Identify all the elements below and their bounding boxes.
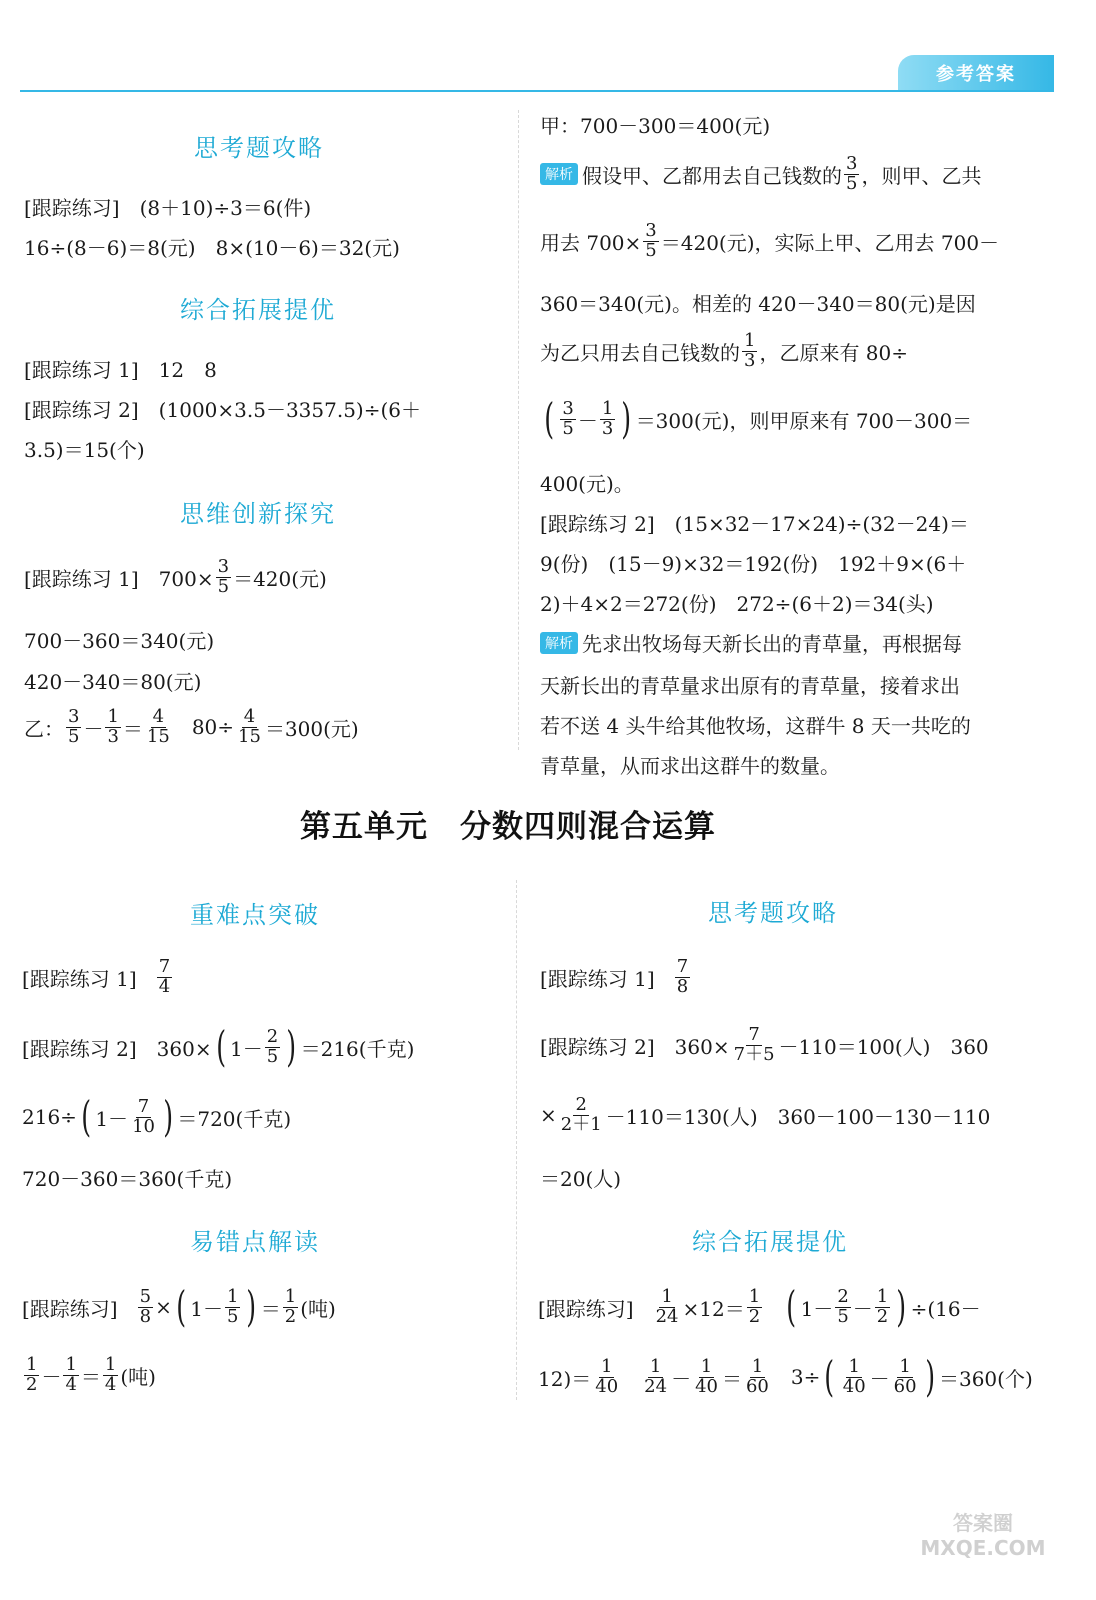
text: 1－ [230,1036,263,1061]
text: 12)＝ [538,1366,592,1391]
fraction: $\frac{3}{5}$ [217,556,230,597]
answer-line [540,155,981,194]
answer-line [538,1352,1033,1401]
answer-line [22,1022,415,1071]
answer-line: 420－340＝80(元) [24,670,202,694]
text: ＝420(元)，实际上甲、乙用去 700－ [660,230,1000,255]
text: [跟踪练习 1] [22,966,137,991]
header-rule [20,90,1054,92]
text: ＝420(元) [233,566,327,591]
answer-line: 360＝340(元)。相差的 420－340＝80(元)是因 [540,292,976,316]
answer-line [540,628,962,657]
answer-line [22,1282,336,1331]
text: － [671,1366,692,1391]
answer-line [540,332,908,371]
answer-line [540,958,692,997]
text: ＝ [80,1364,101,1389]
text: 1－ [95,1106,129,1131]
fraction: $\frac{2}{5}$ [266,1025,279,1067]
watermark-text: 答案圈 MXQE.COM [920,1510,1046,1560]
column-divider [516,880,517,1400]
fraction: $\frac{1}{60}$ [745,1355,769,1397]
text: 1－ [800,1296,834,1321]
fraction: $\frac{3}{5}$ [562,397,574,439]
answer-line: 16÷(8－6)＝8(元) 8×(10－6)＝32(元) [24,236,400,260]
answer-line: [跟踪练习 1] 12 8 [24,358,217,382]
answer-line: 天新长出的青草量求出原有的青草量，接着求出 [540,674,960,698]
paren-right: ) [621,394,632,443]
fraction: $\frac{1}{2}$ [26,1354,38,1395]
text: ＝360(个) [938,1366,1033,1391]
paren-right: ) [246,1282,257,1331]
answer-line: [跟踪练习 2] (15×32－17×24)÷(32－24)＝ [540,512,969,536]
text: 3÷ [790,1365,821,1389]
answer-line: 720－360＝360(千克) [22,1167,233,1191]
answer-line: 2)＋4×2＝272(份) 272÷(6＋2)＝34(头) [540,592,934,616]
text: 假设甲、乙都用去自己钱数的 [582,163,842,188]
fraction: $\frac{1}{40}$ [695,1355,718,1397]
text: ＝ [721,1366,742,1391]
answer-line [540,1026,989,1065]
section-heading: 综合拓展提优 [692,1228,848,1256]
text: [跟踪练习 2] 360× [540,1034,730,1059]
answer-line: 700－360＝340(元) [24,629,215,653]
text: [跟踪练习] [22,1296,118,1321]
text: (吨) [300,1296,336,1321]
answer-line [540,222,999,261]
paren-left: ( [544,394,555,443]
text: － [869,1366,890,1391]
text: 为乙只用去自己钱数的 [540,340,740,365]
answer-line [24,558,327,597]
answer-line: [跟踪练习 2] (1000×3.5－3357.5)÷(6＋ [24,398,422,422]
fraction: $\frac{4}{15}$ [238,706,261,747]
paren-right: ) [286,1022,297,1071]
answer-line: [跟踪练习] (8＋10)÷3＝6(件) [24,196,312,220]
text: (吨) [120,1364,156,1389]
unit-title: 第五单元 分数四则混合运算 [300,809,716,845]
text: ，则甲、乙共 [861,163,982,188]
fraction: $\frac{1}{4}$ [104,1354,117,1395]
text: － [577,408,598,433]
fraction: $\frac{1}{3}$ [601,397,614,439]
fraction: $\frac{2}{5}$ [837,1285,849,1327]
text: ＝216(千克) [300,1036,415,1061]
fraction: $\frac{1}{3}$ [107,706,119,747]
text: × [155,1295,172,1319]
answer-line [22,1356,156,1395]
fraction: $\frac{1}{2}$ [748,1285,761,1327]
text: ，乙原来有 80÷ [759,340,909,365]
fraction: $\frac{1}{2}$ [876,1285,889,1327]
fraction: $\frac{1}{40}$ [842,1355,866,1397]
answer-badge [898,55,1054,90]
paren-left: ( [786,1282,797,1331]
answer-line: 甲：700－300＝400(元) [540,114,771,138]
answer-line [540,1096,990,1135]
fraction: $\frac{1}{40}$ [595,1355,619,1397]
section-heading: 思考题攻略 [708,899,838,927]
text: －110＝130(人) 360－100－130－110 [605,1104,991,1129]
paren-left: ( [81,1092,92,1141]
text: ＝720(千克) [177,1106,292,1131]
answer-line [24,708,359,747]
text: [跟踪练习] [538,1296,634,1321]
analysis-tag: 解析 [540,632,578,654]
text: ＝ [122,716,143,741]
text: ×12＝ [682,1296,745,1321]
text: × [540,1103,557,1128]
text: 先求出牧场每天新长出的青草量，再根据每 [582,632,962,656]
text: － [41,1364,62,1389]
fraction: $\frac{7}{7+5}$ [733,1024,775,1065]
paren-right: ) [896,1282,907,1331]
section-heading: 易错点解读 [190,1228,320,1256]
text: ÷(16－ [910,1296,981,1321]
fraction: $\frac{7}{8}$ [676,956,689,997]
paren-right: ) [924,1352,935,1401]
fraction: $\frac{1}{24}$ [655,1285,679,1327]
section-heading: 重难点突破 [190,901,320,929]
answer-line [540,394,973,443]
fraction: $\frac{1}{60}$ [893,1355,917,1397]
text: 乙： [24,716,64,741]
fraction: $\frac{1}{2}$ [284,1285,297,1327]
answer-line: 若不送 4 头牛给其他牧场，这群牛 8 天一共吃的 [540,714,971,738]
fraction: $\frac{3}{5}$ [645,220,657,261]
text: 216÷ [22,1105,77,1129]
text: 用去 700× [540,230,642,255]
answer-line [538,1282,981,1331]
text: ＝ [260,1296,281,1321]
watermark-logo [898,1478,1068,1588]
text: － [83,716,104,741]
text: [跟踪练习 2] 360× [22,1036,212,1061]
fraction: $\frac{2}{2+1}$ [560,1094,602,1135]
answer-line: 青草量，从而求出这群牛的数量。 [540,754,840,778]
fraction: $\frac{5}{8}$ [139,1285,152,1327]
text: [跟踪练习 1] 700× [24,566,214,591]
answer-line: 3.5)＝15(个) [24,438,145,462]
fraction: $\frac{7}{4}$ [158,956,171,997]
fraction: $\frac{1}{4}$ [65,1354,77,1395]
answer-line: 400(元)。 [540,472,634,496]
fraction: $\frac{3}{5}$ [68,706,80,747]
fraction: $\frac{4}{15}$ [146,706,170,747]
text: － [852,1296,873,1321]
paren-left: ( [215,1022,226,1071]
text: －110＝100(人) 360 [778,1034,989,1059]
fraction: $\frac{7}{10}$ [132,1095,155,1137]
fraction: $\frac{1}{5}$ [226,1285,239,1327]
text: [跟踪练习 1] [540,966,655,991]
section-heading: 思维创新探究 [180,500,336,528]
answer-line [22,1092,292,1141]
text: ＝300(元) [264,716,359,741]
analysis-tag: 解析 [540,163,578,185]
answer-line [22,958,174,997]
section-heading: 思考题攻略 [194,134,324,162]
answer-line: ＝20(人) [540,1167,622,1191]
paren-left: ( [176,1282,186,1331]
paren-left: ( [824,1352,835,1401]
fraction: $\frac{1}{24}$ [644,1355,668,1397]
column-divider [518,110,519,750]
text: 80÷ [191,715,235,740]
fraction: $\frac{1}{3}$ [744,330,756,371]
text: ＝300(元)，则甲原来有 700－300＝ [635,408,973,433]
badge-text: 参考答案 [936,63,1016,85]
fraction: $\frac{3}{5}$ [846,153,858,194]
section-heading: 综合拓展提优 [180,296,336,324]
answer-line: 9(份) (15－9)×32＝192(份) 192＋9×(6＋ [540,552,967,576]
text: 1－ [190,1296,223,1321]
paren-right: ) [163,1092,174,1141]
